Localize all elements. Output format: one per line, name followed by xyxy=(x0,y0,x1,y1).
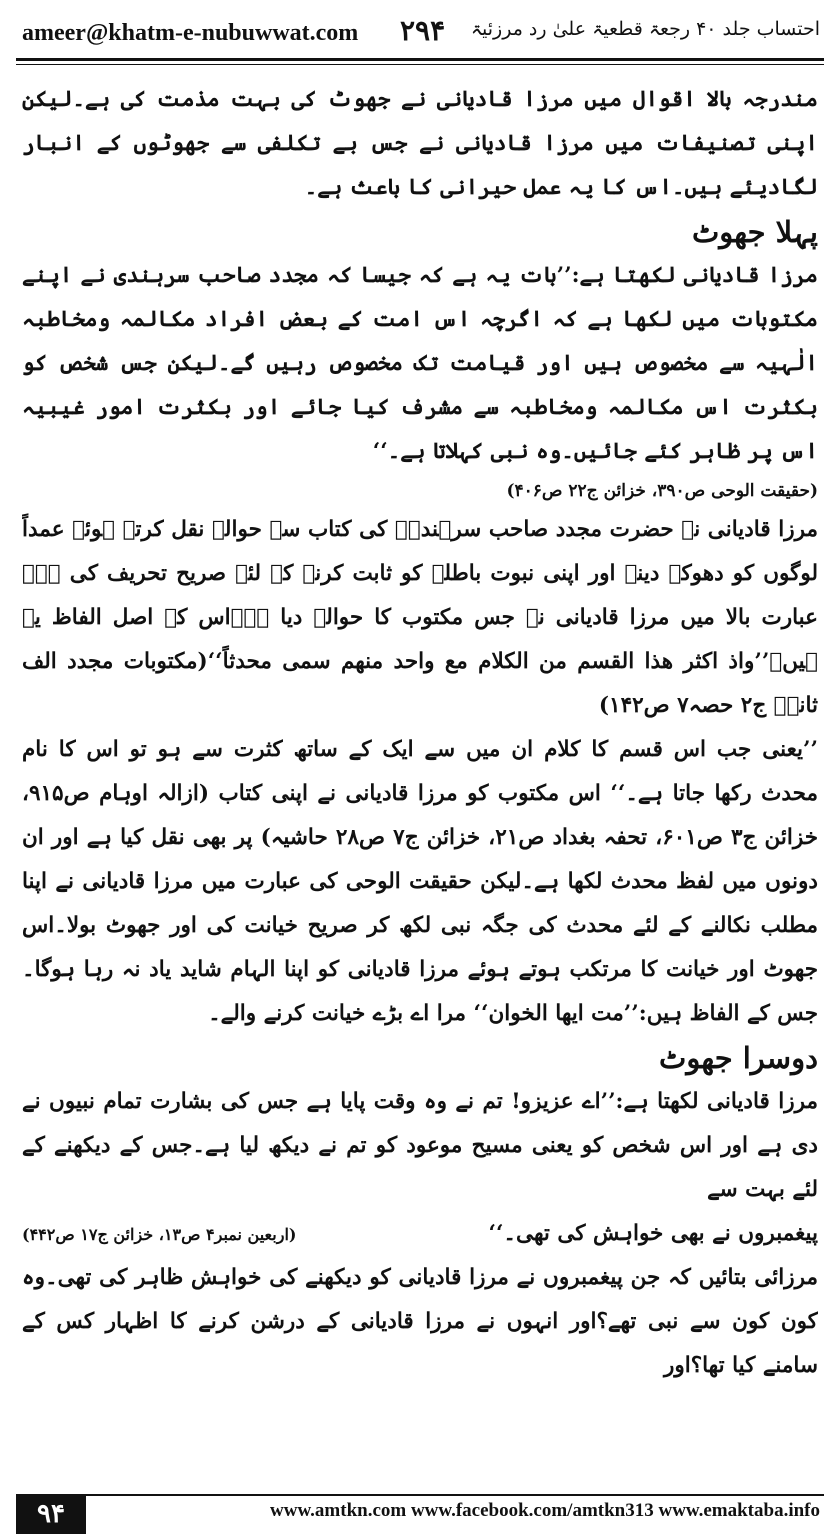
quote-first: مرزا قادیانی لکھتا ہے:’’بات یہ ہے کہ جیسا کہ مجدد صاحب سرہندی نے اپنے مکتوبات میں لکھا ہے کہ اگرچہ اس امت کے بعض افراد مکالمہ ومخاطبہ الٰہیہ سے مخصوص ہیں اور قیامت تک مخصوص رہیں گے۔لیکن جس شخص کو بکثرت اس مکالمہ ومخاطبہ سے مشرف کیا جائے اور بکثرت امور غیبیہ اس پر ظاہر کئے جائیں۔وہ نبی کہلاتا ہے۔‘‘ xyxy=(22,263,818,464)
footer-page-box: ۹۴ xyxy=(16,1494,86,1534)
intro-paragraph: مندرجہ بالا اقوال میں مرزا قادیانی نے جھوٹ کی بہت مذمت کی ہے۔لیکن اپنی تصنیفات میں مرزا قادیانی نے جس بے تکلفی سے جھوٹوں کے انبار لگادیئے ہیں۔اس کا یہ عمل حیرانی کا باعث ہے۔ xyxy=(22,87,818,200)
quote-second-end-row xyxy=(22,1212,818,1256)
quote-second: مرزا قادیانی لکھتا ہے:’’اے عزیزو! تم نے وہ وقت پایا ہے جس کی بشارت تمام نبیوں نے دی ہے اور اس شخص کو یعنی مسیح موعود کو تم نے دیکھ لیا ہے۔جس کے دیکھنے کے لئے بہت سے xyxy=(22,1089,818,1202)
header-rule xyxy=(16,58,824,61)
paragraph-second: مرزا قادیانی نے حضرت مجدد صاحب سرہندیؒ کی کتاب سے حوالہ نقل کرتے ہوئے عمداً لوگوں کو دھوکہ دینے اور اپنی نبوت باطلہ کو ثابت کرنے کے لئے صریح تحریف کی ہے۔عبارت بالا میں مرزا قادیانی نے جس مکتوب کا حوالہ دیا ہے۔اس کے اصل الفاظ یہ ہیں۔’’واذ اکثر ھذا القسم من الکلام مع واحد منھم سمی محدثاً‘‘(مکتوبات مجدد الف ثانیؒ ج۲ حصہ۷ ص۱۴۲) xyxy=(22,517,818,718)
paragraph-third: ’’یعنی جب اس قسم کا کلام ان میں سے ایک کے ساتھ کثرت سے ہو تو اس کا نام محدث رکھا جاتا ہے۔‘‘ اس مکتوب کو مرزا قادیانی نے اپنی کتاب (ازالہ اوہام ص۹۱۵، خزائن ج۳ ص۶۰۱، تحفہ بغداد ص۲۱، خزائن ج۷ ص۲۸ حاشیہ) پر بھی نقل کیا ہے اور ان دونوں میں لفظ محدث لکھا ہے۔لیکن حقیقت الوحی کی عبارت میں مرزا قادیانی نے اپنا مطلب نکالنے کے لئے محدث کی جگہ نبی لکھ کر صریح خیانت کی اور جھوٹ بولا۔اس جھوٹ اور خیانت کا مرتکب ہوتے ہوئے مرزا قادیانی کو اپنا الہام شاید یاد نہ رہا ہوگا۔جس کے الفاظ ہیں:’’مت ایھا الخوان‘‘ مرا اے بڑے خیانت کرنے والے۔ xyxy=(22,737,818,1026)
reference-first: (حقیقت الوحی ص۳۹۰، خزائن ج۲۲ ص۴۰۶) xyxy=(506,481,818,501)
quote-second-end: پیغمبروں نے بھی خواہش کی تھی۔‘‘ xyxy=(488,1221,818,1246)
header-email: ameer@khatm-e-nubuwwat.com xyxy=(22,20,359,46)
paragraph-fourth: مرزائی بتائیں کہ جن پیغمبروں نے مرزا قادیانی کو دیکھنے کی خواہش ظاہر کی تھی۔وہ کون کون سے نبی تھے؟اور انہوں نے مرزا قادیانی کے درشن کرنے کا اظہار کس کے سامنے کیا تھا؟اور xyxy=(22,1265,818,1378)
heading-first-lie: پہلا جھوٹ xyxy=(691,215,818,249)
page-header xyxy=(0,0,840,62)
reference-second: (اربعین نمبر۴ ص۱۳، خزائن ج۱۷ ص۴۴۲) xyxy=(22,1225,297,1244)
page-footer xyxy=(0,1490,840,1540)
heading-second-lie: دوسرا جھوٹ xyxy=(659,1041,818,1075)
header-page-number: ۲۹۴ xyxy=(400,14,446,47)
header-book-title: احتساب جلد ۴۰ رجعۃ قطعیۃ علیٰ رد مرزئیۃ xyxy=(470,18,820,40)
footer-links[interactable]: www.amtkn.com www.facebook.com/amtkn313 www.emaktaba.info xyxy=(270,1500,820,1521)
header-rule-thin xyxy=(16,64,824,65)
page-body xyxy=(22,78,818,1478)
footer-rule xyxy=(86,1494,824,1496)
